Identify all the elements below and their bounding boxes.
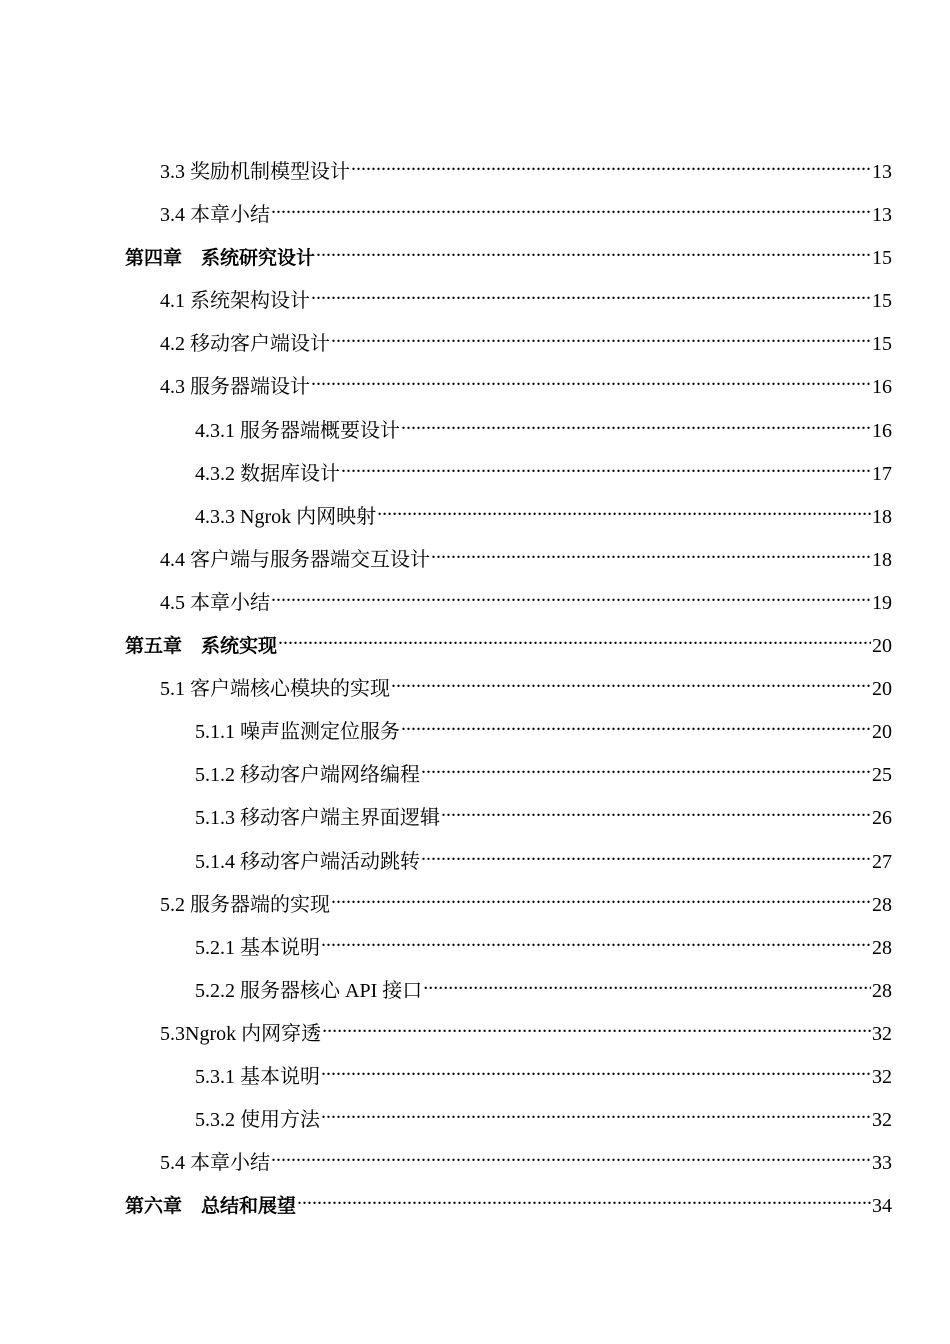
toc-entry-title: 4.5 本章小结 xyxy=(160,591,270,614)
toc-entry-title: 5.4 本章小结 xyxy=(160,1152,270,1175)
toc-entry[interactable] xyxy=(0,703,950,746)
dot-leader xyxy=(377,497,871,523)
toc-entry[interactable] xyxy=(0,531,950,574)
toc-entry-page: 26 xyxy=(872,807,892,830)
toc-entry[interactable] xyxy=(0,229,950,272)
toc-entry-title: 4.3.1 服务器端概要设计 xyxy=(195,419,400,442)
toc-entry[interactable] xyxy=(0,746,950,789)
toc-entry-title: 5.3.2 使用方法 xyxy=(195,1109,320,1132)
dot-leader xyxy=(321,928,871,954)
dot-leader xyxy=(421,755,871,781)
dot-leader xyxy=(278,626,871,652)
toc-entry[interactable] xyxy=(0,1091,950,1134)
dot-leader xyxy=(421,842,871,868)
toc-entry-page: 13 xyxy=(872,204,892,227)
toc-entry-page: 33 xyxy=(872,1152,892,1175)
dot-leader xyxy=(311,281,871,307)
toc-entry[interactable] xyxy=(0,1005,950,1048)
toc-entry-page: 20 xyxy=(872,721,892,744)
toc-entry[interactable] xyxy=(0,358,950,401)
toc-entry-page: 20 xyxy=(872,635,892,658)
toc-entry-page: 15 xyxy=(872,290,892,313)
toc-entry[interactable] xyxy=(0,789,950,832)
dot-leader xyxy=(271,1143,871,1169)
dot-leader xyxy=(297,1186,871,1212)
toc-entry[interactable] xyxy=(0,1048,950,1091)
toc-entry-page: 16 xyxy=(872,376,892,399)
toc-entry[interactable] xyxy=(0,919,950,962)
dot-leader xyxy=(271,195,871,221)
toc-entry-page: 25 xyxy=(872,764,892,787)
toc-entry-page: 32 xyxy=(872,1109,892,1132)
dot-leader xyxy=(391,669,871,695)
toc-entry-title: 第五章 系统实现 xyxy=(125,635,278,658)
toc-entry-page: 20 xyxy=(872,678,892,701)
toc-entry-title: 4.1 系统架构设计 xyxy=(160,290,310,313)
toc-entry[interactable] xyxy=(0,143,950,186)
toc-entry-page: 15 xyxy=(872,333,892,356)
toc-entry-title: 第四章 系统研究设计 xyxy=(125,247,316,270)
toc-entry-title: 5.3Ngrok 内网穿透 xyxy=(160,1022,322,1045)
toc-entry[interactable] xyxy=(0,488,950,531)
toc-entry[interactable] xyxy=(0,402,950,445)
dot-leader xyxy=(441,798,871,824)
toc-entry[interactable] xyxy=(0,315,950,358)
toc-entry-page: 16 xyxy=(872,419,892,442)
toc-entry-title: 5.1.3 移动客户端主界面逻辑 xyxy=(195,807,440,830)
toc-entry[interactable] xyxy=(0,445,950,488)
toc-entry[interactable] xyxy=(0,1177,950,1220)
toc-entry-page: 18 xyxy=(872,548,892,571)
dot-leader xyxy=(341,454,871,480)
toc-entry[interactable] xyxy=(0,574,950,617)
toc-entry-title: 3.4 本章小结 xyxy=(160,204,270,227)
toc-entry[interactable] xyxy=(0,962,950,1005)
toc-entry-page: 17 xyxy=(872,462,892,485)
toc-entry[interactable] xyxy=(0,617,950,660)
toc-entry[interactable] xyxy=(0,272,950,315)
dot-leader xyxy=(401,411,871,437)
toc-entry-page: 28 xyxy=(872,936,892,959)
toc-entry-page: 28 xyxy=(872,893,892,916)
dot-leader xyxy=(331,324,871,350)
toc-entry-page: 27 xyxy=(872,850,892,873)
toc-entry-page: 32 xyxy=(872,1065,892,1088)
dot-leader xyxy=(401,712,871,738)
toc-entry-title: 5.1 客户端核心模块的实现 xyxy=(160,678,390,701)
dot-leader xyxy=(316,238,871,264)
toc-entry-title: 4.4 客户端与服务器端交互设计 xyxy=(160,548,430,571)
toc-entry[interactable] xyxy=(0,660,950,703)
toc-entry-title: 5.2.2 服务器核心 API 接口 xyxy=(195,979,423,1002)
toc-entry-page: 18 xyxy=(872,505,892,528)
toc-entry[interactable] xyxy=(0,186,950,229)
dot-leader xyxy=(321,1057,871,1083)
dot-leader xyxy=(311,367,871,393)
toc-entry-title: 4.2 移动客户端设计 xyxy=(160,333,330,356)
dot-leader xyxy=(321,1100,871,1126)
dot-leader xyxy=(271,583,871,609)
toc-entry-title: 5.1.4 移动客户端活动跳转 xyxy=(195,850,420,873)
dot-leader xyxy=(331,885,871,911)
toc-entry-title: 5.2.1 基本说明 xyxy=(195,936,320,959)
dot-leader xyxy=(423,971,871,997)
toc-entry-title: 5.1.1 噪声监测定位服务 xyxy=(195,721,400,744)
toc-entry[interactable] xyxy=(0,833,950,876)
toc-entry-title: 5.3.1 基本说明 xyxy=(195,1065,320,1088)
toc-entry-page: 32 xyxy=(872,1022,892,1045)
toc-entry-page: 13 xyxy=(872,161,892,183)
toc-entry-title: 第六章 总结和展望 xyxy=(125,1195,297,1218)
toc-entry-page: 28 xyxy=(872,979,892,1002)
toc-entry[interactable] xyxy=(0,876,950,919)
toc-entry-title: 4.3.2 数据库设计 xyxy=(195,462,340,485)
dot-leader xyxy=(351,152,871,178)
toc-entry-title: 3.3 奖励机制模型设计 xyxy=(160,161,350,183)
toc-entry-title: 4.3.3 Ngrok 内网映射 xyxy=(195,505,377,528)
toc-entry-title: 4.3 服务器端设计 xyxy=(160,376,310,399)
toc-entry-title: 5.2 服务器端的实现 xyxy=(160,893,330,916)
toc-entry-page: 34 xyxy=(872,1195,892,1218)
toc-entry[interactable] xyxy=(0,1134,950,1177)
table-of-contents xyxy=(0,143,950,1220)
dot-leader xyxy=(431,540,871,566)
toc-entry-page: 15 xyxy=(872,247,892,270)
dot-leader xyxy=(322,1014,871,1040)
toc-entry-title: 5.1.2 移动客户端网络编程 xyxy=(195,764,420,787)
toc-entry-page: 19 xyxy=(872,591,892,614)
